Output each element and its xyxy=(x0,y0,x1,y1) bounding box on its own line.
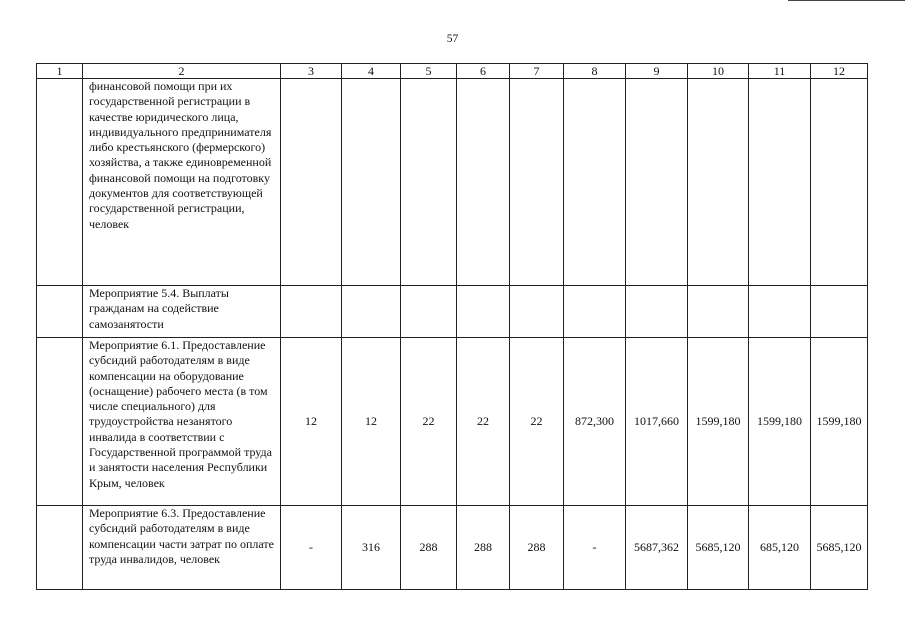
value-cell: 5687,362 xyxy=(626,506,688,590)
value-cell: 288 xyxy=(457,506,510,590)
table-row xyxy=(37,338,868,506)
table-row xyxy=(37,79,868,286)
description-cell: финансовой помощи при их государственной регистрации в качестве юридического лица, индивидуального предпринимателя либо крестьянского (фермерского) хозяйства, а также единовременной финансовой помощи на подготовку документов для соответствующей государственной регистрации, человек xyxy=(83,79,281,286)
value-cell xyxy=(564,286,626,338)
header-cell: 7 xyxy=(510,64,564,79)
value-cell xyxy=(457,286,510,338)
value-cell: 1599,180 xyxy=(749,338,811,506)
description-cell: Мероприятие 5.4. Выплаты гражданам на содействие самозанятости xyxy=(83,286,281,338)
header-cell: 3 xyxy=(281,64,342,79)
index-cell xyxy=(37,286,83,338)
value-cell xyxy=(510,79,564,286)
value-cell xyxy=(401,79,457,286)
header-cell: 9 xyxy=(626,64,688,79)
table-row xyxy=(37,506,868,590)
value-cell: 12 xyxy=(281,338,342,506)
table-header-row xyxy=(37,64,868,79)
value-cell xyxy=(749,79,811,286)
data-table xyxy=(36,63,868,590)
header-cell: 8 xyxy=(564,64,626,79)
table-row xyxy=(37,286,868,338)
value-cell: 316 xyxy=(342,506,401,590)
value-cell: 288 xyxy=(401,506,457,590)
value-cell xyxy=(457,79,510,286)
value-cell xyxy=(626,79,688,286)
value-cell: 288 xyxy=(510,506,564,590)
value-cell: 1017,660 xyxy=(626,338,688,506)
header-cell: 10 xyxy=(688,64,749,79)
header-cell: 5 xyxy=(401,64,457,79)
description-cell: Мероприятие 6.3. Предоставление субсидий работодателям в виде компенсации части затрат по оплате труда инвалидов, человек xyxy=(83,506,281,590)
value-cell xyxy=(811,286,868,338)
header-cell: 12 xyxy=(811,64,868,79)
header-cell: 4 xyxy=(342,64,401,79)
value-cell: 872,300 xyxy=(564,338,626,506)
value-cell: 5685,120 xyxy=(688,506,749,590)
value-cell xyxy=(564,79,626,286)
index-cell xyxy=(37,338,83,506)
value-cell xyxy=(510,286,564,338)
value-cell: 22 xyxy=(401,338,457,506)
value-cell xyxy=(281,286,342,338)
value-cell xyxy=(688,286,749,338)
value-cell: 1599,180 xyxy=(688,338,749,506)
header-cell: 2 xyxy=(83,64,281,79)
value-cell xyxy=(749,286,811,338)
value-cell: 685,120 xyxy=(749,506,811,590)
header-cell: 11 xyxy=(749,64,811,79)
value-cell: - xyxy=(281,506,342,590)
value-cell xyxy=(281,79,342,286)
corner-rule xyxy=(788,0,905,1)
value-cell: 22 xyxy=(510,338,564,506)
value-cell xyxy=(626,286,688,338)
value-cell xyxy=(342,286,401,338)
description-cell: Мероприятие 6.1. Предоставление субсидий работодателям в виде компенсации на оборудование (оснащение) рабочего места (в том числе специального) для трудоустройства незанятого инвалида в соответствии с Государственной программой труда и занятости населения Республики Крым, человек xyxy=(83,338,281,506)
value-cell xyxy=(811,79,868,286)
value-cell: 5685,120 xyxy=(811,506,868,590)
index-cell xyxy=(37,79,83,286)
value-cell: 1599,180 xyxy=(811,338,868,506)
value-cell xyxy=(342,79,401,286)
header-cell: 1 xyxy=(37,64,83,79)
value-cell xyxy=(401,286,457,338)
page-number: 57 xyxy=(446,33,459,45)
header-cell: 6 xyxy=(457,64,510,79)
value-cell: - xyxy=(564,506,626,590)
value-cell: 22 xyxy=(457,338,510,506)
value-cell: 12 xyxy=(342,338,401,506)
value-cell xyxy=(688,79,749,286)
index-cell xyxy=(37,506,83,590)
